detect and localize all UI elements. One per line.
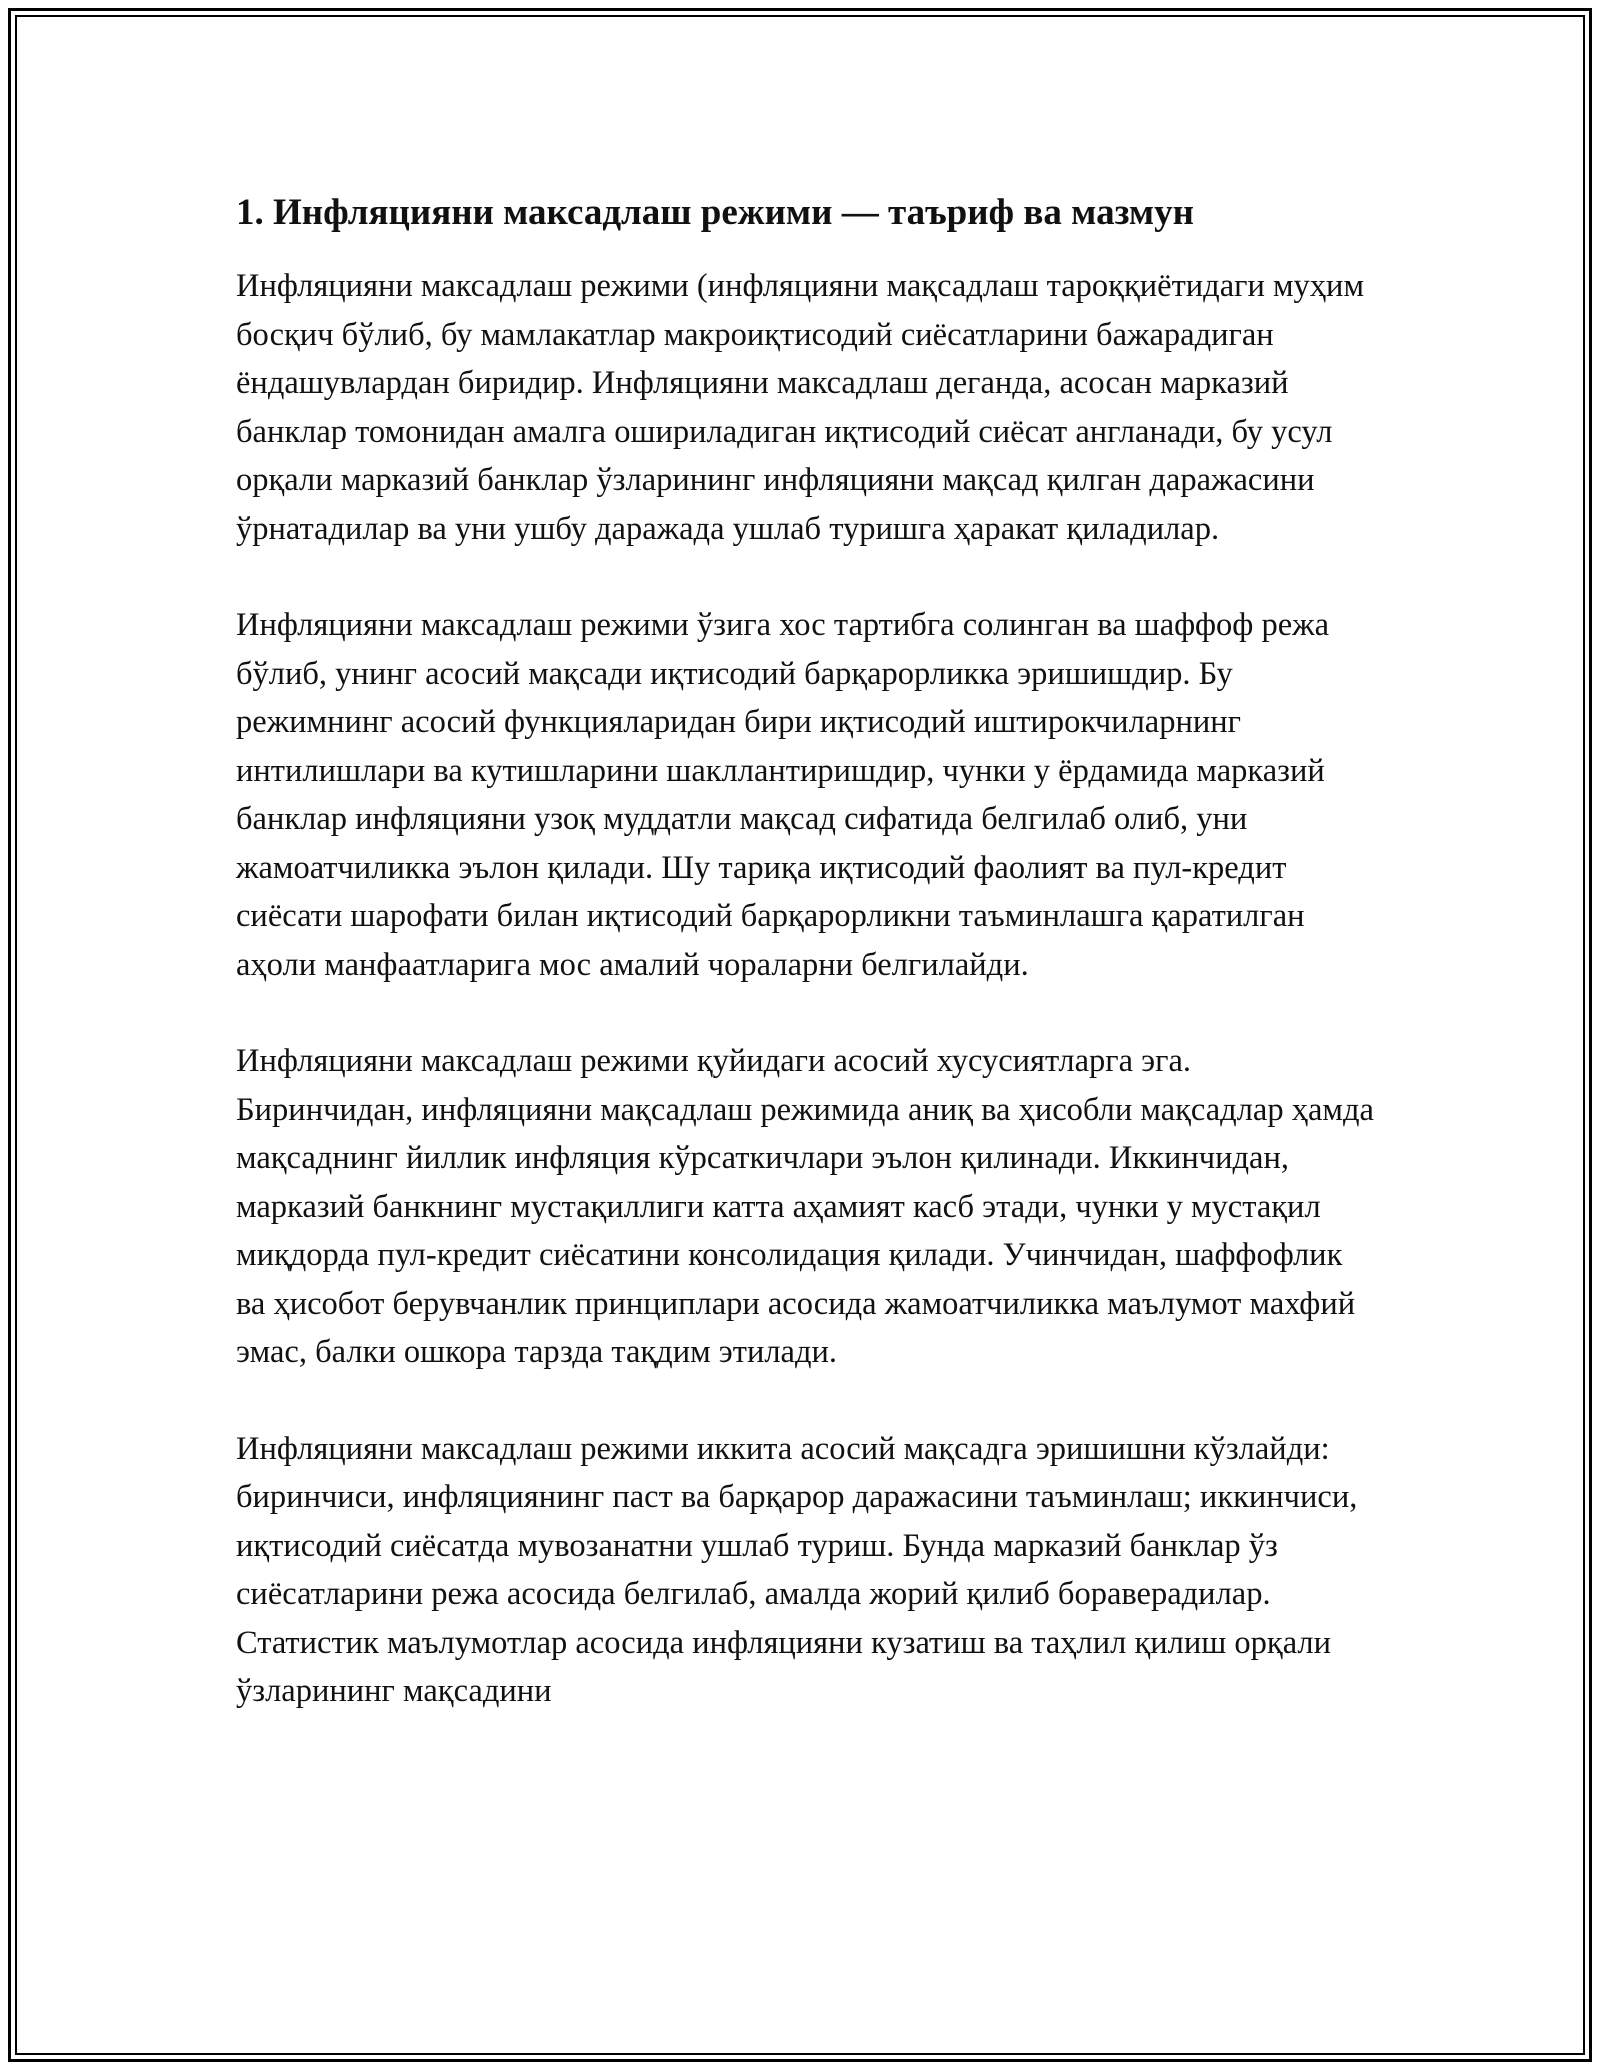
paragraph-3: Инфляцияни максадлаш режими қуйидаги асосий хусусиятларга эга. Биринчидан, инфляцияни мақсадлаш режимида аниқ ва ҳисобли мақсадлар ҳамда мақсаднинг йиллик инфляция кўрсаткичлари эълон қилинади. Иккинчидан, марказий банкнинг мустақиллиги катта аҳамият касб этади, чунки у мустақил миқдорда пул-кредит сиёсатини консолидация қилади. Учинчидан, шаффофлик ва ҳисобот берувчанлик принциплари асосида жамоатчиликка маълумот махфий эмас, балки ошкора тарзда тақдим этилади.	[236, 1043, 1374, 1370]
document-body	[236, 186, 1376, 1764]
paragraph-1: Инфляцияни максадлаш режими (инфляцияни мақсадлаш тароққиётидаги муҳим босқич бўлиб, бу мамлакатлар макроиқтисодий сиёсатларини бажарадиган ёндашувлардан биридир. Инфляцияни максадлаш деганда, асосан марказий банклар томонидан амалга ошириладиган иқтисодий сиёсат англанади, бу усул орқали марказий банклар ўзларининг инфляцияни мақсад қилган даражасини ўрнатадилар ва уни ушбу даражада ушлаб туришга ҳаракат қиладилар.	[236, 268, 1365, 547]
section-heading: 1. Инфляцияни максадлаш режими — таъриф ва мазмун	[236, 192, 1194, 233]
paragraph-2: Инфляцияни максадлаш режими ўзига хос тартибга солинган ва шаффоф режа бўлиб, унинг асосий мақсади иқтисодий барқарорликка эришишдир. Бу режимнинг асосий функцияларидан бири иқтисодий иштирокчиларнинг интилишлари ва кутишларини шакллантиришдир, чунки у ёрдамида марказий банклар инфляцияни узоқ муддатли мақсад сифатида белгилаб олиб, уни жамоатчиликка эълон қилади. Шу тариқа иқтисодий фаолият ва пул-кредит сиёсати шарофати билан иқтисодий барқарорликни таъминлашга қаратилган аҳоли манфаатларига мос амалий чораларни белгилайди.	[236, 607, 1330, 983]
paragraph-4: Инфляцияни максадлаш режими иккита асосий мақсадга эришишни кўзлайди: биринчиси, инфляциянинг паст ва барқарор даражасини таъминлаш; иккинчиси, иқтисодий сиёсатда мувозанатни ушлаб туриш. Бунда марказий банклар ўз сиёсатларини режа асосида белгилаб, амалда жорий қилиб бораверадилар. Статистик маълумотлар асосида инфляцияни кузатиш ва таҳлил қилиш орқали ўзларининг мақсадини	[236, 1430, 1358, 1709]
